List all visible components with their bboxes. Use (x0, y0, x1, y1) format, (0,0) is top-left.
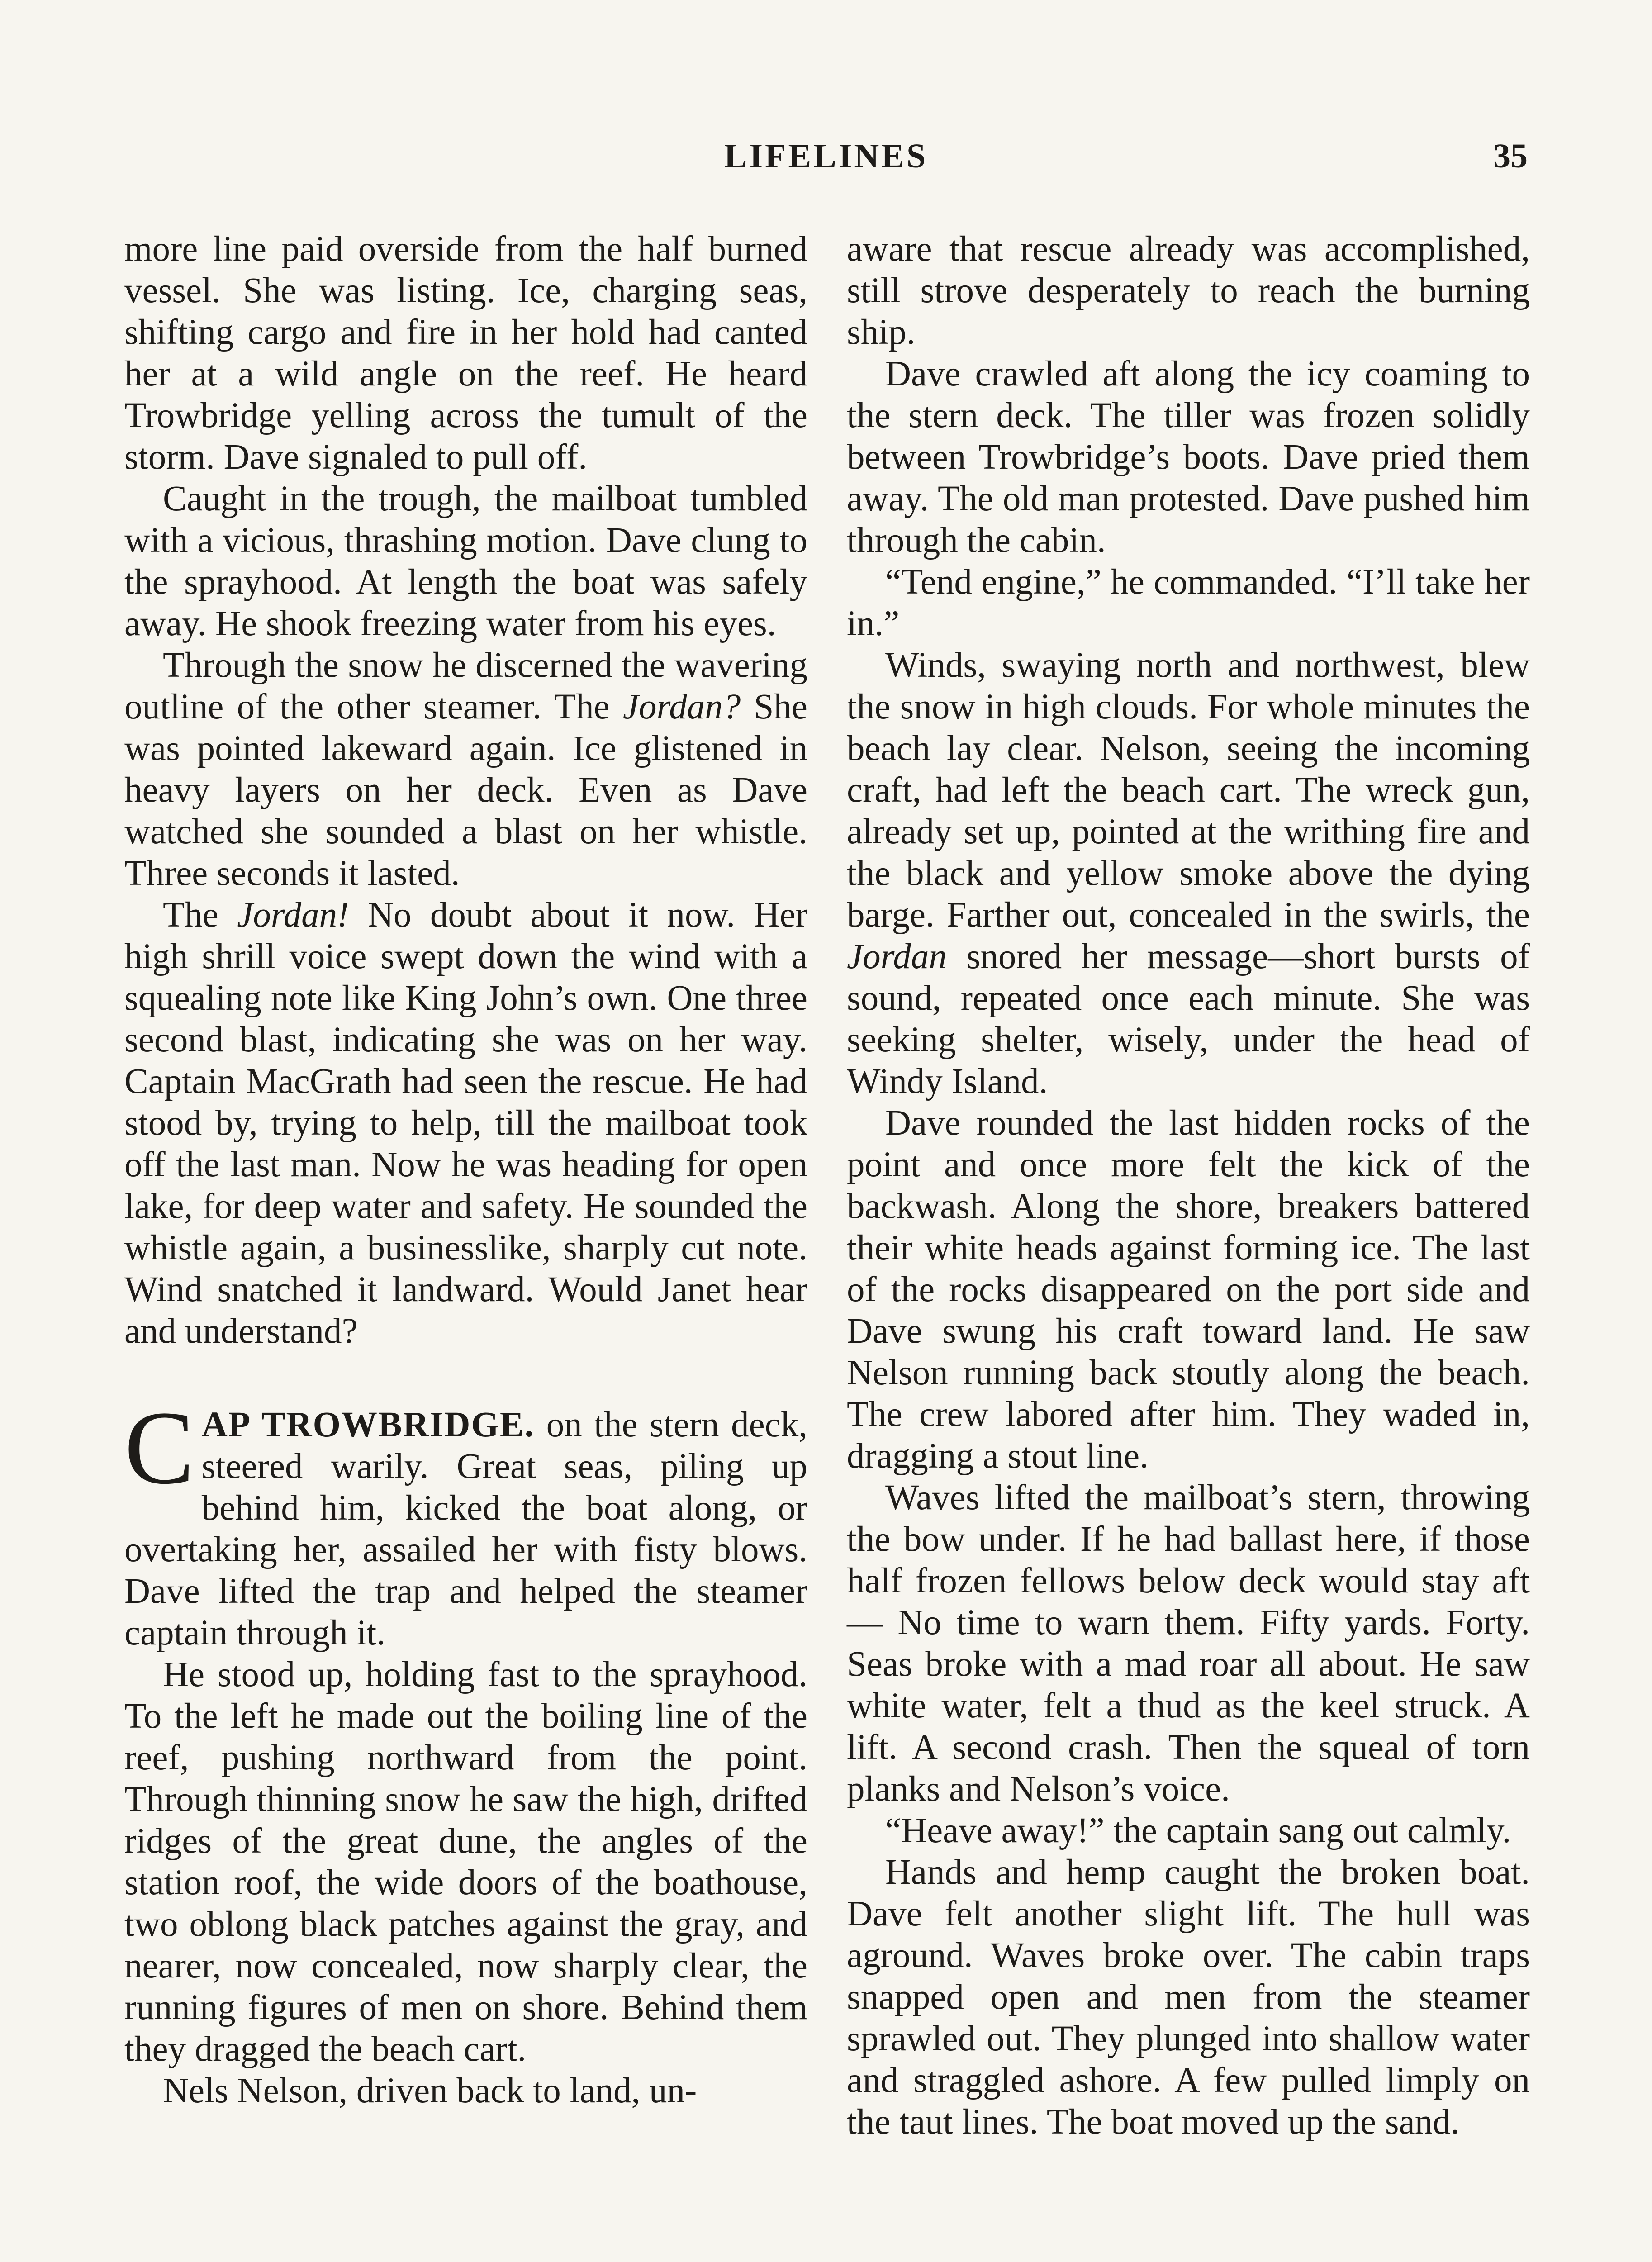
paragraph: Dave rounded the last hidden rocks of the point and once more felt the kick of the backwash. Along the shore, breakers battered their white heads against forming ice. The last of the rocks disappeared on the port side and Dave swung his craft toward land. He saw Nelson running back stoutly along the beach. The crew labored after him. They waded in, dragging a stout line. (847, 1103, 1530, 1476)
paragraph: “Heave away!” the captain sang out calmly. (885, 1811, 1511, 1850)
drop-cap: C (124, 1390, 195, 1506)
text-run: She was pointed lakeward again. Ice glistened in heavy layers on her deck. Even as Dave watched she sounded a blast on her whistle. Three seconds it lasted. (124, 687, 807, 893)
paragraph: He stood up, holding fast to the sprayhood. To the left he made out the boiling line of the reef, pushing northward from the point. Through thinning snow he saw the high, drifted ridges of the great dune, the angles of the station roof, the wide doors of the boathouse, two oblong black patches against the gray, and nearer, now concealed, now sharply clear, the running figures of men on shore. Behind them they dragged the beach cart. (124, 1655, 807, 2069)
paragraph: Waves lifted the mailboat’s stern, throwing the bow under. If he had ballast here, if those half frozen fellows below deck would stay aft— No time to warn them. Fifty yards. Forty. Seas broke with a mad roar all about. He saw white water, felt a thud as the keel struck. A lift. A second crash. Then the squeal of torn planks and Nelson’s voice. (847, 1478, 1530, 1809)
paragraph: more line paid overside from the half burned vessel. She was listing. Ice, charging seas, shifting cargo and fire in her hold had canted her at a wild angle on the reef. He heard Trowbridge yelling across the tumult of the storm. Dave signaled to pull off. (124, 229, 807, 477)
paragraph: Caught in the trough, the mailboat tumbled with a vicious, thrashing motion. Dave clung to the sprayhood. At length the boat was safely away. He shook freezing water from his eyes. (124, 479, 807, 643)
text-run: Through the snow he discerned the wavering outline of the other steamer. The (124, 646, 807, 727)
paragraph: Nels Nelson, driven back to land, un- (163, 2071, 697, 2110)
paragraph: “Tend engine,” he commanded. “I’ll take her in.” (847, 562, 1530, 643)
page-header (124, 137, 1528, 191)
paragraph (124, 645, 807, 894)
paragraph: aware that rescue already was accomplished, still strove desperately to reach the burning ship. (847, 229, 1530, 352)
ship-name: Jordan! (237, 895, 349, 935)
paragraph: Dave crawled aft along the icy coaming to the stern deck. The tiller was frozen solidly between Trowbridge’s boots. Dave pried them away. The old man protested. Dave pushed him through the cabin. (847, 354, 1530, 560)
page-number: 35 (1493, 137, 1528, 175)
text-run: No doubt about it now. Her high shrill voice swept down the wind with a squealing note like King John’s own. One three second blast, indicating she was on her way. Captain MacGrath had seen the rescue. He had stood by, trying to help, till the mailboat took off the last man. Now he was heading for open lake, for deep water and safety. He sounded the whistle again, a businesslike, sharply cut note. Wind snatched it landward. Would Janet hear and understand? (124, 895, 807, 1351)
section-start-paragraph (124, 1390, 807, 1654)
text-run: Winds, swaying north and northwest, blew the snow in high clouds. For whole minutes the beach lay clear. Nelson, seeing the incoming craft, had left the beach cart. The wreck gun, already set up, pointed at the writhing fire and the black and yellow smoke above the dying barge. Farther out, concealed in the swirls, the (847, 646, 1530, 935)
left-column (124, 228, 807, 2112)
text-run: on the stern deck, steered warily. Great seas, piling up behind him, kicked the boat along, or overtaking her, assailed her with fisty blows. Dave lifted the trap and helped the steamer captain through it. (124, 1405, 807, 1653)
paragraph (847, 645, 1530, 1102)
ship-name: Jordan? (622, 687, 741, 727)
text-run: snored her message—short bursts of sound, repeated once each minute. She was seeking shelter, wisely, under the head of Windy Island. (847, 937, 1530, 1101)
paragraph: Hands and hemp caught the broken boat. Dave felt another slight lift. The hull was aground. Waves broke over. The cabin traps snapped open and men from the steamer sprawled out. They plunged into shallow water and straggled ashore. A few pulled limply on the taut lines. The boat moved up the sand. (847, 1853, 1530, 2142)
text-run: The (163, 895, 237, 935)
right-column (847, 228, 1530, 2143)
running-title: LIFELINES (724, 137, 928, 175)
lead-in: AP TROWBRIDGE. (201, 1405, 535, 1445)
ship-name: Jordan (847, 937, 947, 976)
paragraph (124, 894, 807, 1352)
